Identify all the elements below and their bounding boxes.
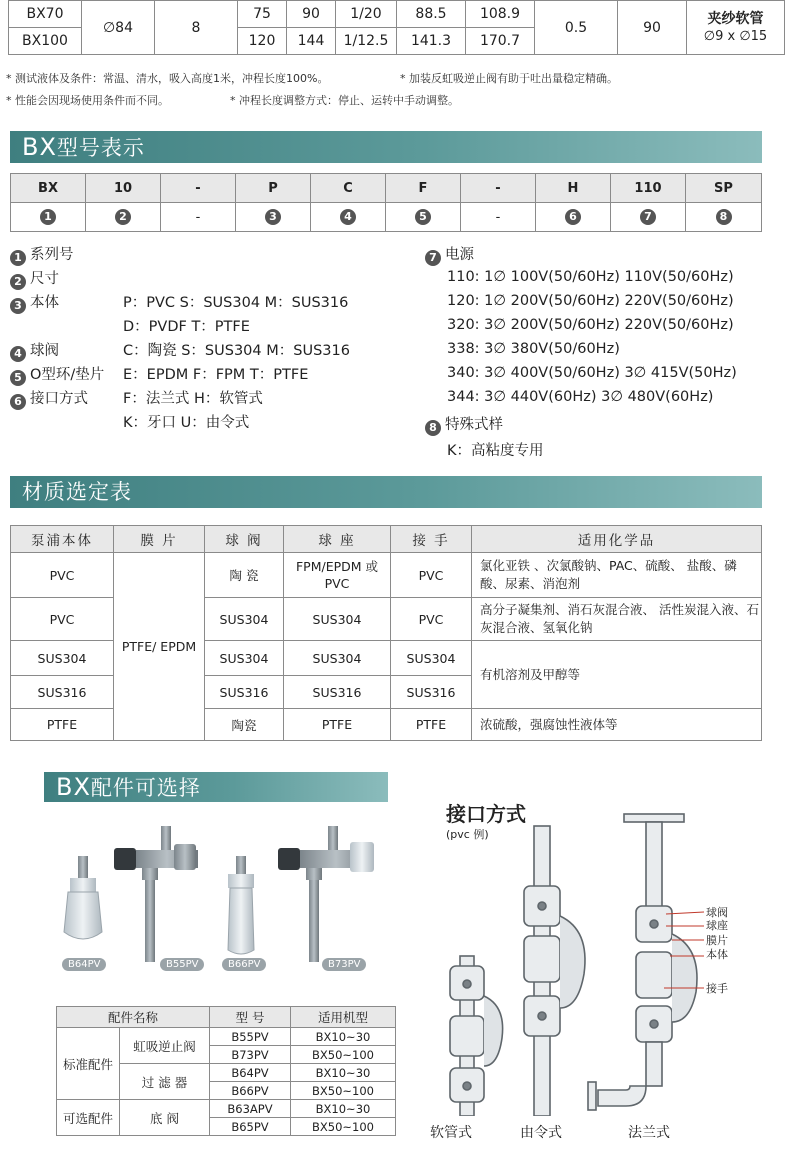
- hose-cell: [687, 1, 785, 55]
- note-1: * 测试液体及条件：常温、清水，吸入高度1米，冲程长度100%。: [6, 72, 329, 85]
- number-badge: 6: [10, 394, 26, 410]
- cell: SUS316: [205, 676, 284, 709]
- table-row: [9, 1, 785, 28]
- power-line: 110: 1∅ 100V(50/60Hz) 110V(50/60Hz): [447, 269, 734, 285]
- spec-item-connection: [10, 387, 88, 410]
- spec-label: 接口方式: [30, 391, 88, 407]
- cell: 90: [618, 1, 687, 55]
- column-header: 膜 片: [114, 526, 205, 553]
- section-banner-parts: [44, 772, 388, 802]
- column-header: 适用机型: [291, 1007, 396, 1028]
- number-badge: 1: [10, 250, 26, 266]
- cell: BX10~30: [291, 1064, 396, 1082]
- cell: BX10~30: [291, 1100, 396, 1118]
- hose-size: ∅9 x ∅15: [703, 28, 768, 44]
- cell: 141.3: [397, 28, 466, 55]
- spec-value: F：法兰式 H：软管式: [123, 391, 263, 407]
- cell: PVC: [391, 553, 472, 598]
- b55pv-check-valve-image: [114, 826, 198, 962]
- mark-cell: [311, 203, 386, 232]
- caption-flange-type: 法兰式: [628, 1125, 670, 1141]
- cell: SUS304: [205, 598, 284, 641]
- cell: 88.5: [397, 1, 466, 28]
- hose-type-pump: [450, 956, 503, 1116]
- pressure-cell: 0.5: [535, 1, 618, 55]
- cell: PTFE: [391, 709, 472, 741]
- cell: 108.9: [466, 1, 535, 28]
- cell: B63APV: [210, 1100, 291, 1118]
- cell: B73PV: [210, 1046, 291, 1064]
- cell: PVC: [11, 598, 114, 641]
- table-row: [57, 1028, 396, 1046]
- header-row: [11, 526, 762, 553]
- section-banner-model: [10, 131, 762, 163]
- label-body: 本体: [706, 948, 728, 961]
- spec-label: 尺寸: [30, 271, 59, 287]
- spec-item-ball: [10, 339, 59, 362]
- part-label: B55PV: [160, 958, 204, 971]
- subgroup-cell: 过 滤 器: [120, 1064, 210, 1100]
- section-title: [22, 131, 145, 163]
- spec-label: 特殊式样: [445, 417, 503, 433]
- column-header: 球 阀: [205, 526, 284, 553]
- material-table: [10, 525, 762, 741]
- code-cell: BX: [11, 174, 86, 203]
- number-badge: 5: [10, 370, 26, 386]
- cell: SUS316: [11, 676, 114, 709]
- subgroup-cell: 虹吸逆止阀: [120, 1028, 210, 1064]
- cell: PTFE: [11, 709, 114, 741]
- model-cell: BX100: [9, 28, 82, 55]
- note-2: * 加装反虹吸逆止阀有助于吐出量稳定精确。: [400, 72, 618, 85]
- spec-value: E：EPDM F：FPM T：PTFE: [123, 367, 309, 383]
- mark-cell: [11, 203, 86, 232]
- group-cell: 标准配件: [57, 1028, 120, 1100]
- number-badge: 3: [265, 209, 281, 225]
- connection-title: 接口方式: [446, 802, 526, 826]
- cell: 144: [287, 28, 336, 55]
- spec-value: K：牙口 U：由令式: [123, 415, 250, 431]
- number-badge: 6: [565, 209, 581, 225]
- spec-item-body: [10, 291, 59, 314]
- spec-item-size: [10, 267, 59, 290]
- section-title: 材质选定表: [22, 480, 132, 504]
- number-badge: 4: [10, 346, 26, 362]
- b73pv-check-valve-image: [278, 826, 374, 962]
- code-cell: SP: [686, 174, 762, 203]
- part-label: B73PV: [322, 958, 366, 971]
- section-title: [56, 772, 201, 802]
- title-text: 型号表示: [56, 136, 145, 160]
- cell: 陶 瓷: [205, 553, 284, 598]
- cell: SUS316: [284, 676, 391, 709]
- b66pv-filter-image: [228, 856, 254, 954]
- connection-subtitle: (pvc 例): [446, 828, 489, 841]
- cell: SUS304: [11, 641, 114, 676]
- flange-type-pump: [588, 814, 697, 1110]
- mark-cell: [686, 203, 762, 232]
- accessory-photos: [56, 820, 396, 980]
- cell: 75: [238, 1, 287, 28]
- part-label: B64PV: [62, 958, 106, 971]
- cell: SUS316: [391, 676, 472, 709]
- table-row: [11, 553, 762, 598]
- number-badge: 1: [40, 209, 56, 225]
- cell: 170.7: [466, 28, 535, 55]
- power-line: 320: 3∅ 200V(50/60Hz) 220V(50/60Hz): [447, 317, 734, 333]
- power-line: 120: 1∅ 200V(50/60Hz) 220V(50/60Hz): [447, 293, 734, 309]
- mark-cell: [236, 203, 311, 232]
- number-badge: 3: [10, 298, 26, 314]
- cell: 8: [155, 1, 238, 55]
- label-ball-valve: 球阀: [706, 906, 728, 919]
- code-cell: -: [461, 174, 536, 203]
- code-cell: C: [311, 174, 386, 203]
- note-4: * 冲程长度调整方式：停止、运转中手动调整。: [230, 94, 459, 107]
- spec-label: 系列号: [30, 247, 74, 263]
- number-badge: 4: [340, 209, 356, 225]
- title-bx: BX: [22, 133, 57, 161]
- number-badge: 2: [115, 209, 131, 225]
- spec-item-special: [425, 413, 503, 436]
- number-badge: 5: [415, 209, 431, 225]
- cell: SUS304: [284, 641, 391, 676]
- connection-diagram: [420, 806, 750, 1116]
- spec-label: 球阀: [30, 343, 59, 359]
- cell: B65PV: [210, 1118, 291, 1136]
- title-text: 配件可选择: [90, 776, 201, 800]
- power-line: 344: 3∅ 440V(60Hz) 3∅ 480V(60Hz): [447, 389, 714, 405]
- chem-cell: 氯化亚铁 、次氯酸钠、PAC、硫酸、 盐酸、磷酸、尿素、消泡剂: [472, 553, 762, 598]
- power-line: 338: 3∅ 380V(50/60Hz): [447, 341, 620, 357]
- code-cell: -: [161, 174, 236, 203]
- spec-item-oring: [10, 363, 104, 386]
- accessory-table: [56, 1006, 396, 1136]
- spec-label: O型环/垫片: [30, 367, 105, 383]
- cell: BX50~100: [291, 1082, 396, 1100]
- code-cell: P: [236, 174, 311, 203]
- number-badge: 7: [425, 250, 441, 266]
- cell: SUS304: [205, 641, 284, 676]
- part-label: B66PV: [222, 958, 266, 971]
- special-value: K：高粘度专用: [447, 443, 544, 459]
- cell: BX50~100: [291, 1118, 396, 1136]
- cell: PTFE: [284, 709, 391, 741]
- cell: SUS304: [391, 641, 472, 676]
- column-header: 接 手: [391, 526, 472, 553]
- code-row: [11, 174, 762, 203]
- column-header: 泵浦本体: [11, 526, 114, 553]
- cell: 1/12.5: [336, 28, 397, 55]
- header-row: [57, 1007, 396, 1028]
- mark-cell: [386, 203, 461, 232]
- cell: B55PV: [210, 1028, 291, 1046]
- spec-item-series: [10, 243, 74, 266]
- section-banner-material: [10, 476, 762, 508]
- hose-title: 夹纱软管: [707, 10, 764, 27]
- number-badge: 7: [640, 209, 656, 225]
- cell: BX10~30: [291, 1028, 396, 1046]
- spec-label: 本体: [30, 295, 59, 311]
- model-cell: BX70: [9, 1, 82, 28]
- chem-cell: 浓硫酸，强腐蚀性液体等: [472, 709, 762, 741]
- cell: PVC: [11, 553, 114, 598]
- spec-item-power: [425, 243, 474, 266]
- cell: 1/20: [336, 1, 397, 28]
- model-code-table: [10, 173, 762, 232]
- column-header: 适用化学品: [472, 526, 762, 553]
- performance-table: [8, 0, 785, 55]
- chem-cell: 有机溶剂及甲醇等: [472, 641, 762, 709]
- column-header: 配件名称: [57, 1007, 210, 1028]
- subgroup-cell: 底 阀: [120, 1100, 210, 1136]
- mark-cell: -: [161, 203, 236, 232]
- cell: BX50~100: [291, 1046, 396, 1064]
- power-line: 340: 3∅ 400V(50/60Hz) 3∅ 415V(50Hz): [447, 365, 737, 381]
- code-cell: 10: [86, 174, 161, 203]
- diaphragm-cell: PTFE/ EPDM: [114, 553, 205, 741]
- cell: PVC: [391, 598, 472, 641]
- union-type-pump: [524, 826, 585, 1116]
- caption-hose-type: 软管式: [430, 1125, 472, 1141]
- code-cell: H: [536, 174, 611, 203]
- cell: 120: [238, 28, 287, 55]
- cell: B64PV: [210, 1064, 291, 1082]
- column-header: 球 座: [284, 526, 391, 553]
- caption-union-type: 由令式: [520, 1125, 562, 1141]
- cell: 90: [287, 1, 336, 28]
- label-joint: 接手: [706, 982, 728, 995]
- label-diaphragm: 膜片: [706, 934, 728, 947]
- b64pv-filter-image: [64, 856, 102, 939]
- group-cell: 可选配件: [57, 1100, 120, 1136]
- code-cell: 110: [611, 174, 686, 203]
- cell: SUS304: [284, 598, 391, 641]
- label-ball-seat: 球座: [706, 919, 728, 932]
- mark-cell: [536, 203, 611, 232]
- number-badge: 2: [10, 274, 26, 290]
- mark-cell: [611, 203, 686, 232]
- mark-row: [11, 203, 762, 232]
- table-row: [57, 1100, 396, 1118]
- mark-cell: [86, 203, 161, 232]
- chem-cell: 高分子凝集剂、消石灰混合液、 活性炭混入液、石灰混合液、氢氧化钠: [472, 598, 762, 641]
- number-badge: 8: [716, 209, 732, 225]
- spec-value: D：PVDF T：PTFE: [123, 319, 250, 335]
- code-cell: F: [386, 174, 461, 203]
- spec-label: 电源: [445, 247, 474, 263]
- cell: 陶瓷: [205, 709, 284, 741]
- column-header: 型 号: [210, 1007, 291, 1028]
- number-badge: 8: [425, 420, 441, 436]
- diameter-cell: ∅84: [82, 1, 155, 55]
- note-3: * 性能会因现场使用条件而不同。: [6, 94, 169, 107]
- mark-cell: -: [461, 203, 536, 232]
- title-bx: BX: [56, 773, 91, 801]
- spec-value: P：PVC S：SUS304 M：SUS316: [123, 295, 349, 311]
- spec-value: C：陶瓷 S：SUS304 M：SUS316: [123, 343, 350, 359]
- cell: FPM/EPDM 或PVC: [284, 553, 391, 598]
- cell: B66PV: [210, 1082, 291, 1100]
